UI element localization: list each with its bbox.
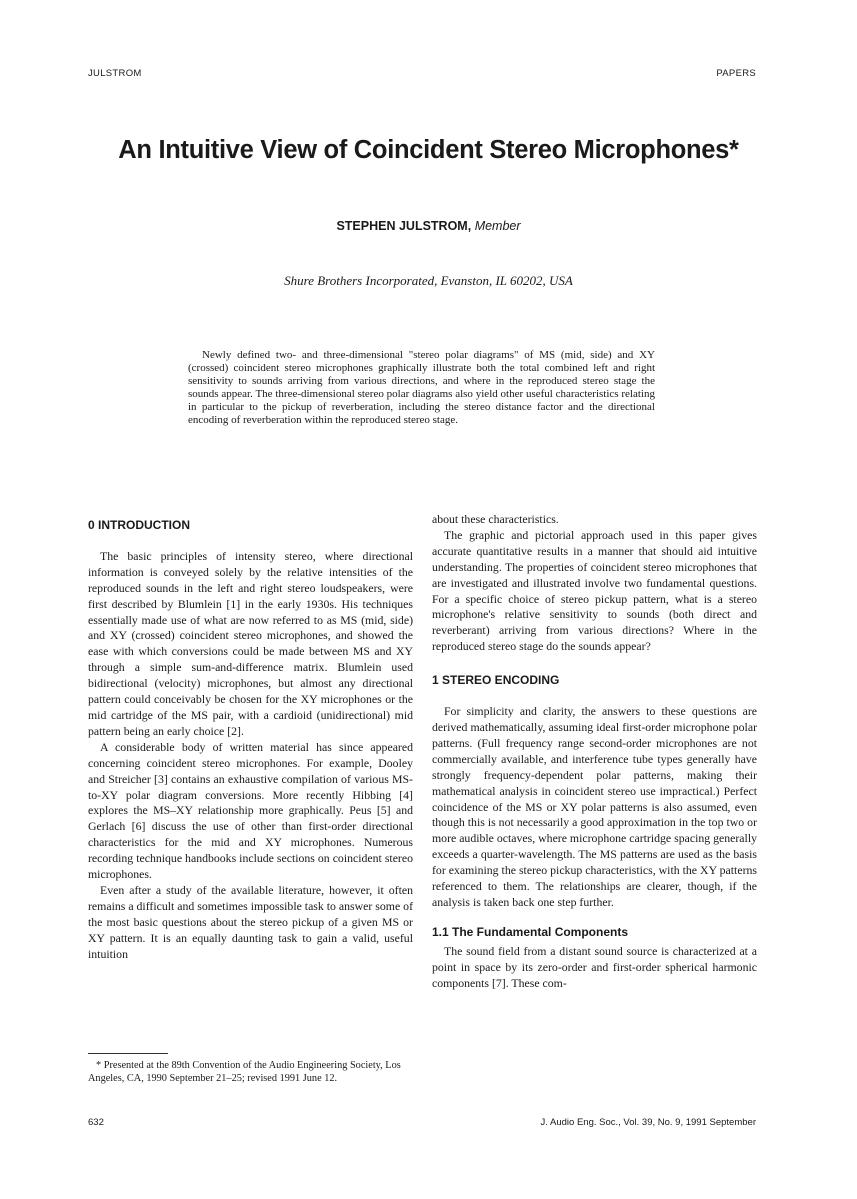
running-head-author: JULSTROM [88,68,142,79]
right-column [432,512,757,991]
fundamental-components-paragraph: The sound field from a distant sound source is characterized at a point in space by its zero-order and first-order spherical harmonic components [7]. These com- [432,943,757,990]
intro-paragraph: The basic principles of intensity stereo, where directional information is conveyed solely by the relative intensities of the reproduced sounds in the left and right stereo loudspeakers, were first described by Blumlein [1] in the early 1930s. His techniques essentially made use of what are now referred to as MS (mid, side) and XY (crossed) coincident stereo microphones, and showed the ease with which conversions could be made between MS and XY through a simple sum-and-difference matrix. Blumlein used bidirectional (velocity) microphones, but almost any directional pattern could conceivably be chosen for the XY microphones or the mid cartridge of the MS pair, with a cardioid (unidirectional) mid pattern being an early choice [2]. [88,548,413,738]
abstract: Newly defined two- and three-dimensional "stereo polar diagrams" of MS (mid, side) and XY (crossed) coincident stereo microphones graphically illustrate both the total combined left and right sensitivity to sounds arriving from various directions, and where in the reproduced stereo stage the sounds appear. The three-dimensional stereo polar diagrams also yield other useful characteristics relating in particular to the pickup of reverberation, including the stereo distance factor and the directional encoding of reverberation within the reproduced stereo stage. [188,349,655,426]
intro-paragraph: The graphic and pictorial approach used in this paper gives accurate quantitative results in a manner that should aid intuitive understanding. The properties of coincident stereo microphones that are investigated and illustrated involve two fundamental questions. For a specific choice of stereo pickup pattern, what is a stereo microphone's relative sensitivity to sounds (both direct and reverberant) arriving from various directions? Where in the reproduced stereo stage do the sounds appear? [432,527,757,654]
left-column [88,518,413,962]
intro-paragraph: A considerable body of written material has since appeared concerning coincident stereo microphones. For example, Dooley and Streicher [3] contains an exhaustive compilation of various MS-to-XY polar diagram conversions. More recently Hibbing [4] explores the MS–XY relationship more graphically. Peus [5] and Gerlach [6] discuss the use of other than first-order directional characteristics for the mid and XY microphones. Numerous recording technique handbooks include sections on coincident stereo microphones. [88,739,413,882]
paper-title: An Intuitive View of Coincident Stereo Microphones* [118,136,739,164]
intro-continuation: about these characteristics. [432,512,559,526]
stereo-encoding-paragraph: For simplicity and clarity, the answers to these questions are derived mathematically, assuming ideal first-order microphone polar patterns. (Full frequency range second-order microphones are not commercially available, and interference tube types generally have strongly frequency-dependent polar patterns, making their mathematical analysis in coincident stereo use impractical.) Perfect coincidence of the MS or XY polar patterns is also assumed, even though this is not necessarily a good approximation in the top two or more audible octaves, where microphone cartridge spacing generally exceeds a quarter-wavelength. The MS patterns are used as the basis for examining the stereo pickup characteristics, with the XY patterns referenced to them. The relationships are clearer, though, if the analysis is taken back one step further. [432,704,757,909]
intro-paragraph: Even after a study of the available literature, however, it often remains a difficult and sometimes impossible task to answer some of the most basic questions about the stereo pickup of a given MS or XY pattern. It is an equally daunting task to gain a valid, useful intuition [88,882,413,961]
section-heading-introduction: 0 INTRODUCTION [88,518,190,532]
journal-citation: J. Audio Eng. Soc., Vol. 39, No. 9, 1991 September [540,1117,756,1128]
author-affiliation: Shure Brothers Incorporated, Evanston, IL 60202, USA [284,273,573,288]
running-head-section: PAPERS [716,68,756,79]
author-line [60,219,797,233]
subsection-heading-fundamental-components: 1.1 The Fundamental Components [432,924,629,939]
page-number: 632 [88,1117,104,1128]
footnote: * Presented at the 89th Convention of the Audio Engineering Society, Los Angeles, CA, 1990 September 21–25; revised 1991 June 12. [88,1060,401,1084]
author-membership: Member [474,219,521,233]
section-heading-stereo-encoding: 1 STEREO ENCODING [432,673,560,688]
author-name: STEPHEN JULSTROM, [336,219,472,233]
footnote-rule [88,1053,168,1054]
